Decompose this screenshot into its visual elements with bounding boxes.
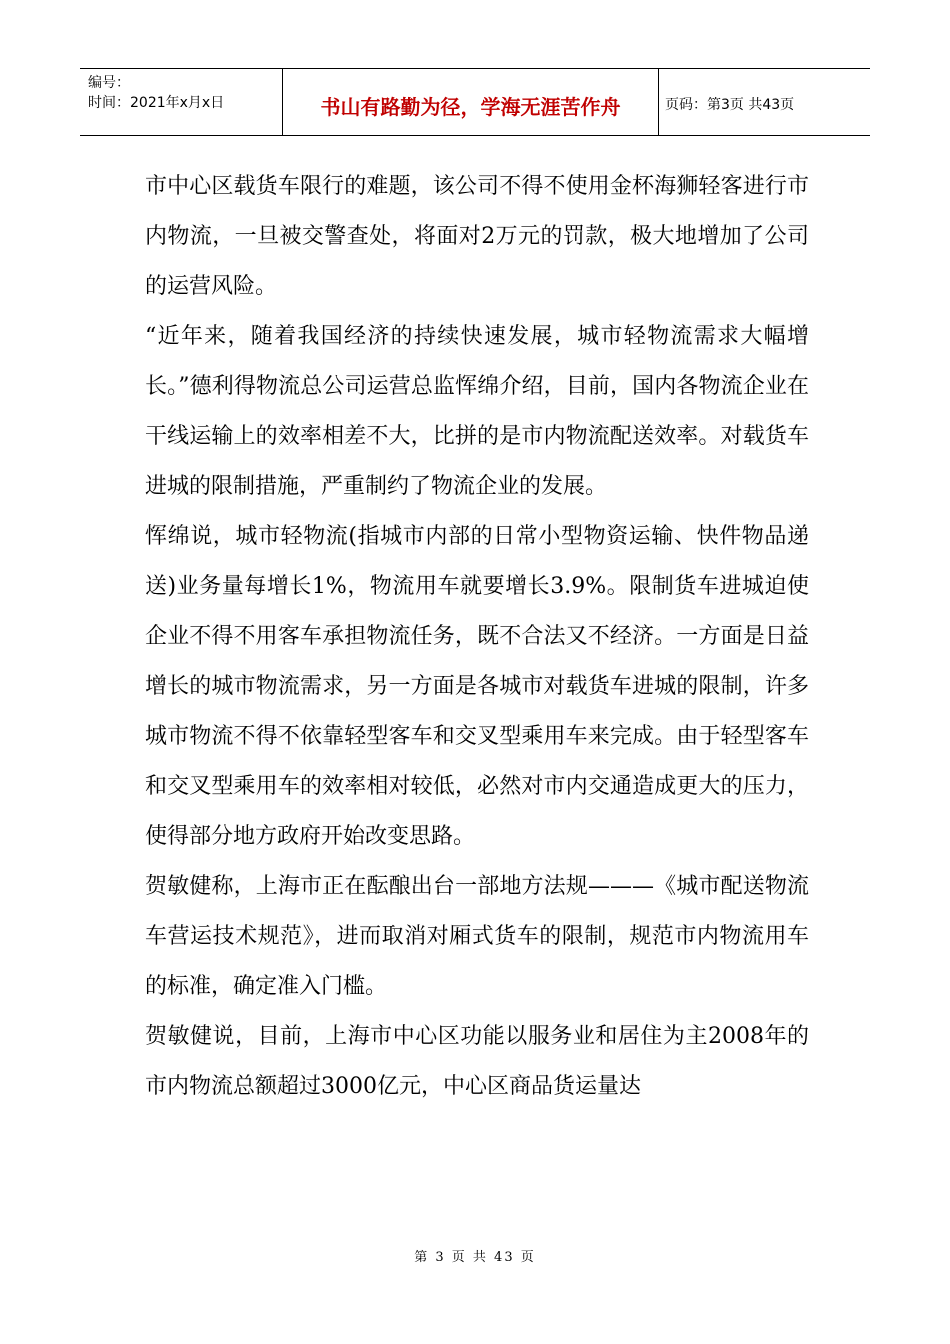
- paragraph: 恽绵说，城市轻物流(指城市内部的日常小型物资运输、快件物品递送)业务量每增长1%，物流用车就要增长3.9%。限制货车进城迫使企业不得不用客车承担物流任务，既不合法又不经济。一方面是日益增长的城市物流需求，另一方面是各城市对载货车进城的限制，许多城市物流不得不依靠轻型客车和交叉型乘用车来完成。由于轻型客车和交叉型乘用车的效率相对较低，必然对市内交通造成更大的压力，使得部分地方政府开始改变思路。: [145, 524, 809, 849]
- header-meta: [80, 69, 283, 135]
- page-footer: 第 3 页 共 43 页: [414, 1250, 536, 1265]
- document-body: [145, 162, 809, 1112]
- header-motto: 书山有路勤为径，学海无涯苦作舟: [283, 69, 659, 135]
- document-number-label: 编号：: [88, 75, 130, 91]
- page-header: [80, 68, 870, 136]
- paragraph: 市中心区载货车限行的难题，该公司不得不使用金杯海狮轻客进行市内物流，一旦被交警查处，将面对2万元的罚款，极大地增加了公司的运营风险。: [145, 174, 809, 299]
- paragraph: 贺敏健称，上海市正在酝酿出台一部地方法规———《城市配送物流车营运技术规范》，进而取消对厢式货车的限制，规范市内物流用车的标准，确定准入门槛。: [145, 874, 809, 999]
- document-time: 时间：2021年x月x日: [88, 95, 225, 111]
- paragraph: “近年来，随着我国经济的持续快速发展，城市轻物流需求大幅增长。”德利得物流总公司运营总监恽绵介绍，目前，国内各物流企业在干线运输上的效率相差不大，比拼的是市内物流配送效率。对载货车进城的限制措施，严重制约了物流企业的发展。: [145, 324, 809, 499]
- header-page-info: 页码：第3页 共43页: [665, 97, 795, 113]
- paragraph: 贺敏健说，目前，上海市中心区功能以服务业和居住为主2008年的市内物流总额超过3000亿元，中心区商品货运量达: [145, 1024, 809, 1099]
